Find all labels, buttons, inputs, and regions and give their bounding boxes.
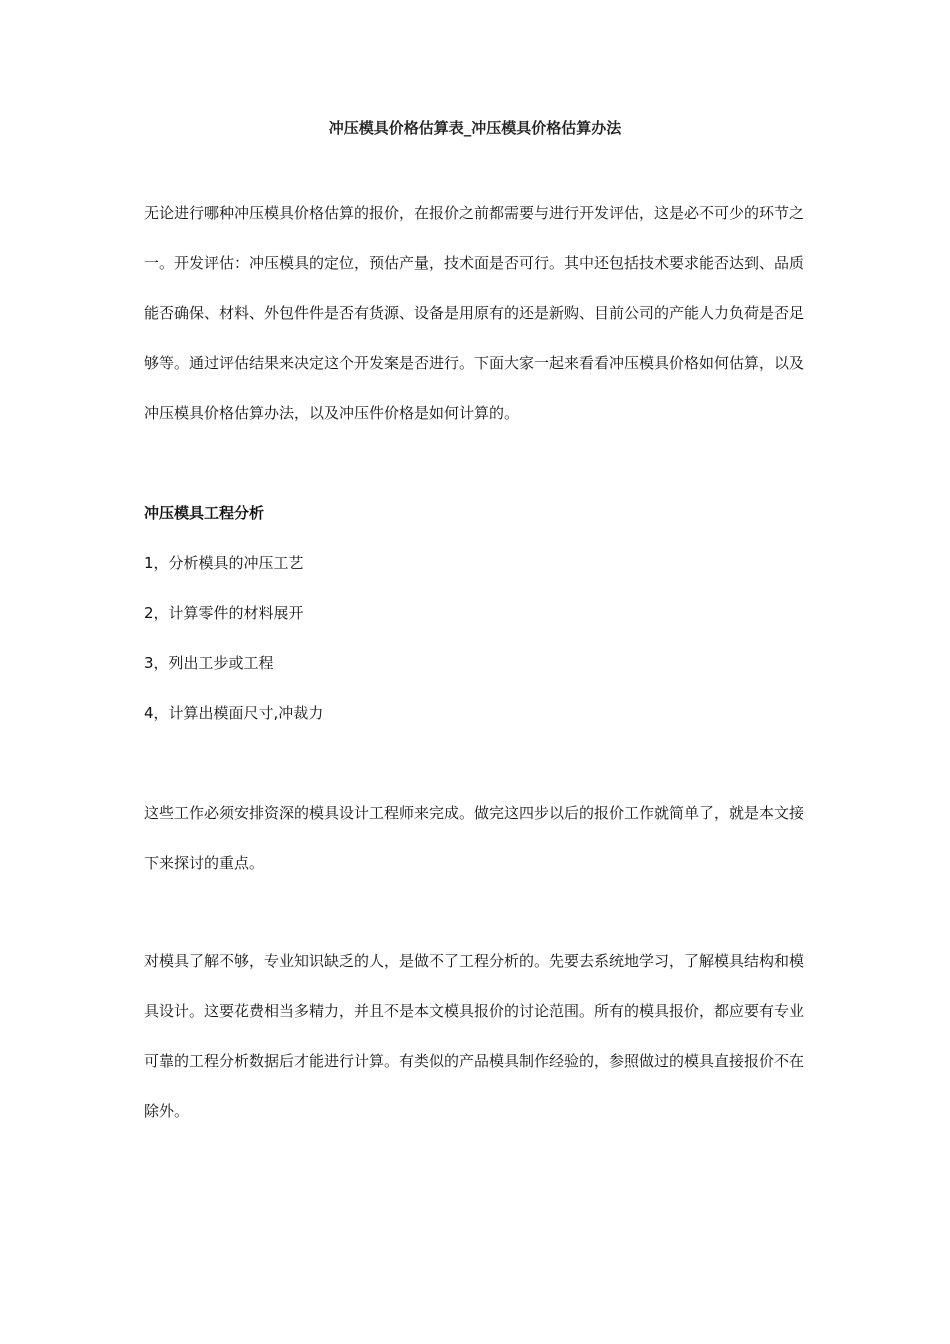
list-item: 1，分析模具的冲压工艺 — [144, 554, 304, 572]
body-paragraph: 这些工作必须安排资深的模具设计工程师来完成。做完这四步以后的报价工作就简单了，就是本文接下来探讨的重点。 — [144, 804, 805, 872]
steps-list — [144, 538, 810, 738]
page-title: 冲压模具价格估算表_冲压模具价格估算办法 — [328, 119, 622, 137]
list-item: 4，计算出模面尺寸,冲裁力 — [144, 704, 324, 722]
body-paragraph: 对模具了解不够，专业知识缺乏的人，是做不了工程分析的。先要去系统地学习，了解模具结构和模具设计。这要花费相当多精力，并且不是本文模具报价的讨论范围。所有的模具报价，都应要有专业可靠的工程分析数据后才能进行计算。有类似的产品模具制作经验的，参照做过的模具直接报价不在除外。 — [144, 952, 805, 1120]
list-item: 2，计算零件的材料展开 — [144, 604, 304, 622]
list-item: 3，列出工步或工程 — [144, 654, 274, 672]
intro-paragraph: 无论进行哪种冲压模具价格估算的报价，在报价之前都需要与进行开发评估，这是必不可少的环节之一。开发评估：冲压模具的定位，预估产量，技术面是否可行。其中还包括技术要求能否达到、品质能否确保、材料、外包件件是否有货源、设备是用原有的还是新购、目前公司的产能人力负荷是否足够等。通过评估结果来决定这个开发案是否进行。下面大家一起来看看冲压模具价格如何估算，以及冲压模具价格估算办法，以及冲压件价格是如何计算的。 — [144, 204, 805, 422]
section-heading: 冲压模具工程分析 — [144, 504, 265, 522]
